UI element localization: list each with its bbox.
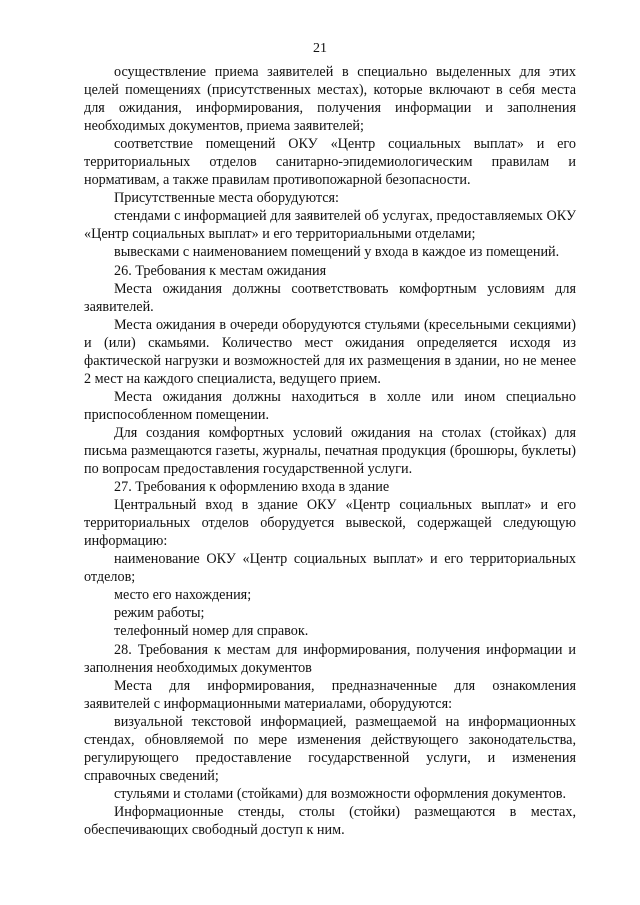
paragraph-4: стендами с информацией для заявителей об услугах, предоставляемых ОКУ «Центр социальных выплат» и его территориальными отделами; [84, 208, 576, 243]
paragraph-2: соответствие помещений ОКУ «Центр социальных выплат» и его территориальных отделов санитарно-эпидемиологическим правилам и нормативам, а также правилам противопожарной безопасности. [84, 136, 576, 189]
paragraph-12: Центральный вход в здание ОКУ «Центр социальных выплат» и его территориальных отделов оборудуется вывеской, содержащей следующую информацию: [84, 497, 576, 550]
paragraph-5: вывесками с наименованием помещений у входа в каждое из помещений. [114, 244, 560, 261]
paragraph-10: Для создания комфортных условий ожидания на столах (стойках) для письма размещаются газеты, журналы, печатная продукция (брошюры, буклеты) по вопросам предоставления государственной услуги. [84, 424, 576, 478]
document-body [84, 63, 576, 839]
paragraph-15: режим работы; [114, 605, 205, 622]
paragraph-20: стульями и столами (стойками) для возможности оформления документов. [114, 785, 567, 802]
paragraph-18: Места для информирования, предназначенные для ознакомления заявителей с информационными материалами, оборудуются: [84, 677, 576, 712]
paragraph-1: осуществление приема заявителей в специально выделенных для этих целей помещениях (присутственных местах), которые включают в себя места для ожидания, информирования, получения информации и заполнения необходимых документов, приема заявителей; [84, 64, 576, 135]
section-heading-26: 26. Требования к местам ожидания [114, 262, 327, 279]
section-heading-28: 28. Требования к местам для информирования, получения информации и заполнения необходимых документов [84, 641, 576, 676]
paragraph-9: Места ожидания должны находиться в холле или ином специально приспособленном помещении. [84, 388, 576, 423]
paragraph-16: телефонный номер для справок. [114, 623, 309, 640]
section-heading-27: 27. Требования к оформлению входа в здание [114, 479, 390, 496]
paragraph-7: Места ожидания должны соответствовать комфортным условиям для заявителей. [84, 280, 576, 315]
paragraph-3: Присутственные места оборудуются: [114, 190, 339, 207]
paragraph-13: наименование ОКУ «Центр социальных выплат» и его территориальных отделов; [84, 551, 576, 586]
paragraph-21: Информационные стенды, столы (стойки) размещаются в местах, обеспечивающих свободный доступ к ним. [84, 803, 576, 838]
paragraph-19: визуальной текстовой информацией, размещаемой на информационных стендах, обновляемой по мере изменения действующего законодательства, регулирующего предоставление государственной услуги, и изменения справочных сведений; [84, 713, 576, 784]
paragraph-8: Места ожидания в очереди оборудуются стульями (кресельными секциями) и (или) скамьями. Количество мест ожидания определяется исходя из фактической нагрузки и возможностей для их размещения в здании, но не менее 2 мест на каждого специалиста, ведущего прием. [84, 316, 576, 387]
page-number: 21 [313, 41, 327, 56]
paragraph-14: место его нахождения; [114, 587, 252, 604]
